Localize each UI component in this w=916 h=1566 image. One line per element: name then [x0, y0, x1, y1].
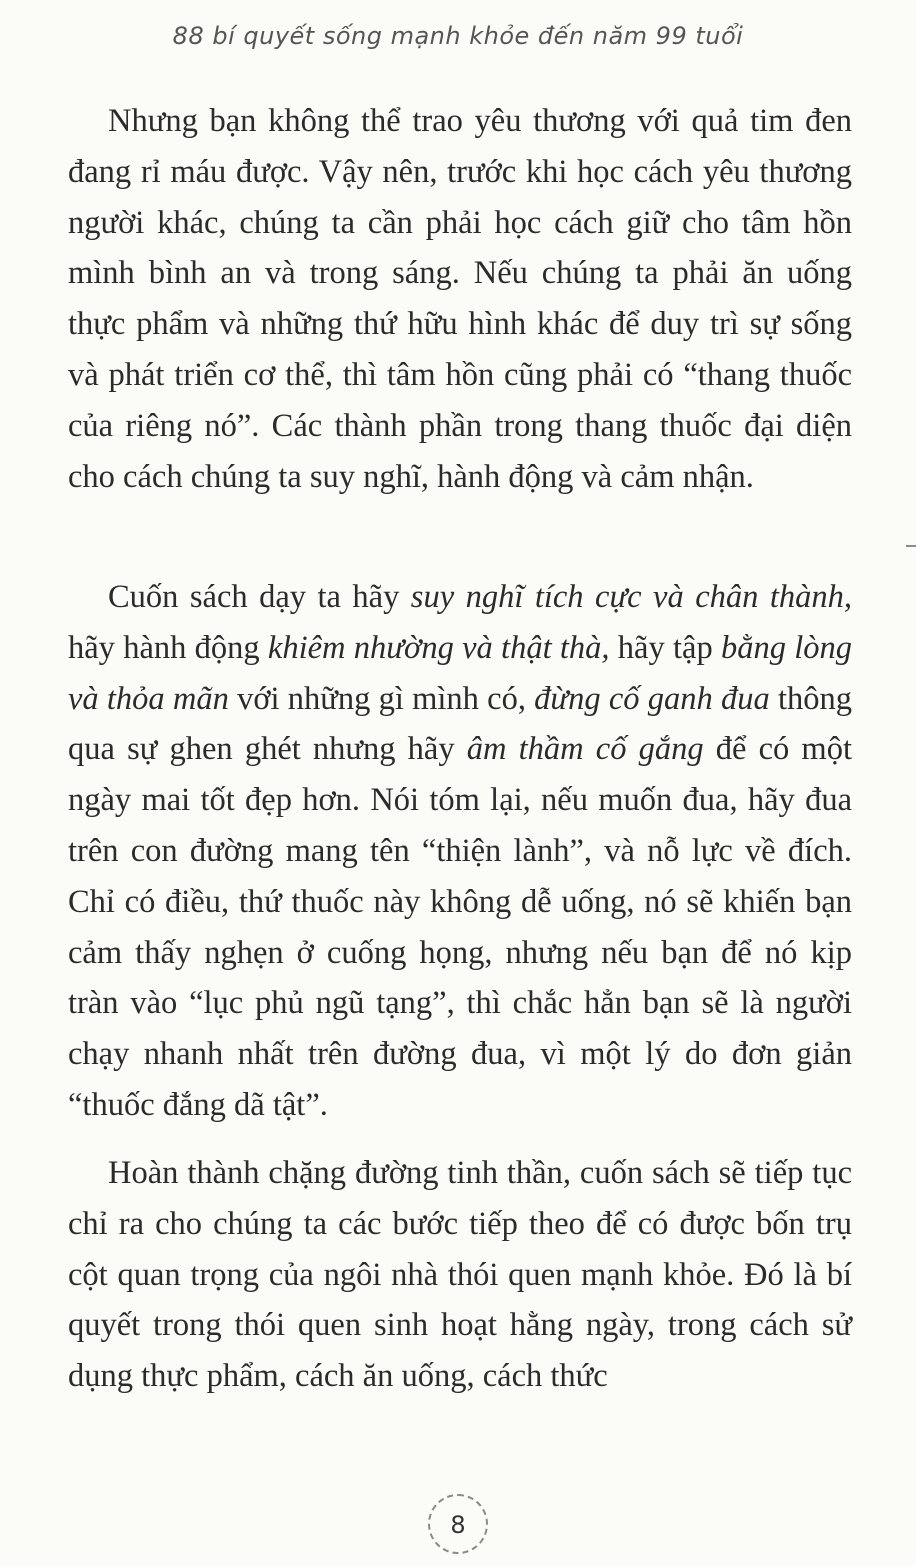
italic-phrase: bằng lòng và thỏa mãn [68, 629, 853, 717]
text-run: hãy hành động [68, 629, 268, 666]
text-run: thông qua sự ghen ghét nhưng hãy [68, 680, 852, 768]
text-run: Cuốn sách dạy ta hãy [108, 579, 411, 615]
italic-phrase: đừng cố ganh đua [534, 680, 770, 717]
paragraph-1 [68, 96, 852, 502]
italic-phrase: khiêm nhường và thật thà, [267, 629, 610, 666]
paragraph-3 [68, 1148, 852, 1402]
text-run: hãy tập [609, 629, 721, 666]
italic-phrase: âm thầm cố gắng [466, 731, 704, 768]
text-run: để có một ngày mai tốt đẹp hơn. Nói tóm lại, nếu muốn đua, hãy đua trên con đường mang tên “thiện lành”, và nỗ lực về đích. Chỉ có điều, thứ thuốc này không dễ uống, nó sẽ khiến bạn cảm thấy nghẹn ở cuống họng, nhưng nếu bạn để nó kịp tràn vào “lục phủ ngũ tạng”, thì chắc hẳn bạn sẽ là người chạy nhanh nhất trên đường đua, vì một lý do đơn giản “thuốc đắng dã tật”. [68, 731, 852, 1123]
page-number: 8 [428, 1494, 488, 1554]
margin-mark [906, 545, 916, 547]
italic-phrase: suy nghĩ tích cực và chân thành, [410, 579, 852, 615]
paragraph-2-text [68, 572, 852, 1131]
text-run: với những gì mình có, [228, 680, 535, 717]
paragraph-3-text: Hoàn thành chặng đường tinh thần, cuốn sách sẽ tiếp tục chỉ ra cho chúng ta các bước tiếp theo để có được bốn trụ cột quan trọng của ngôi nhà thói quen mạnh khỏe. Đó là bí quyết trong thói quen sinh hoạt hằng ngày, trong cách sử dụng thực phẩm, cách ăn uống, cách thức [68, 1155, 852, 1395]
paragraph-1-text: Nhưng bạn không thể trao yêu thương với quả tim đen đang rỉ máu được. Vậy nên, trước khi học cách yêu thương người khác, chúng ta cần phải học cách giữ cho tâm hồn mình bình an và trong sáng. Nếu chúng ta phải ăn uống thực phẩm và những thứ hữu hình khác để duy trì sự sống và phát triển cơ thể, thì tâm hồn cũng phải có “thang thuốc của riêng nó”. Các thành phần trong thang thuốc đại diện cho cách chúng ta suy nghĩ, hành động và cảm nhận. [68, 103, 852, 495]
running-header: 88 bí quyết sống mạnh khỏe đến năm 99 tuổi [172, 22, 744, 50]
paragraph-2 [68, 572, 852, 1131]
